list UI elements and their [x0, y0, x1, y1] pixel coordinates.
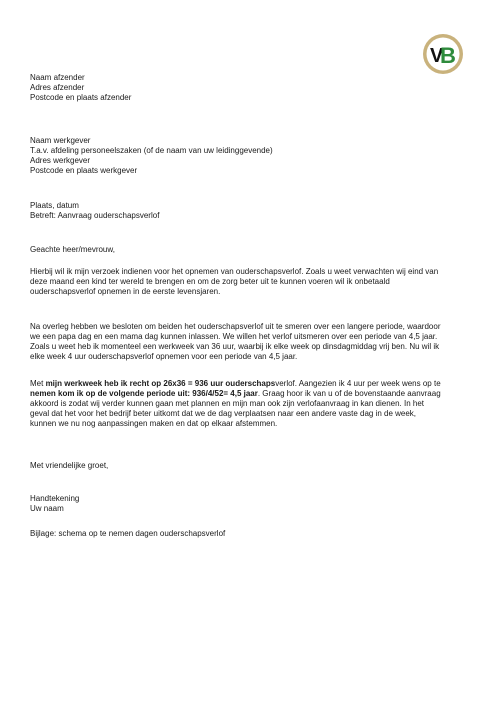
paragraph-3-line: [30, 379, 485, 389]
paragraph-2-line: we een papa dag en een mama dag kunnen inlassen. We willen het verlof uitsmeren over een periode van 4,5 jaar.: [30, 332, 438, 341]
paragraph-3-line: [30, 389, 485, 399]
employer-name: Naam werkgever: [30, 136, 91, 145]
signature-label: Handtekening: [30, 494, 80, 503]
subject-line: Betreft: Aanvraag ouderschapsverlof: [30, 211, 160, 220]
p3-l1-pre: Met: [30, 379, 46, 388]
employer-address: Adres werkgever: [30, 156, 91, 165]
sender-postcode-city: Postcode en plaats afzender: [30, 93, 132, 102]
salutation-text: Geachte heer/mevrouw,: [30, 245, 115, 254]
logo-letter-v: V: [430, 45, 444, 67]
attachment-text: Bijlage: schema op te nemen dagen ouderschapsverlof: [30, 529, 226, 538]
vb-logo: [422, 33, 464, 75]
paragraph-2-line: Na overleg hebben we besloten om beiden het ouderschapsverlof uit te smeren over een langere periode, waardoor: [30, 322, 441, 331]
p3-l2-post: . Graag hoor ik van u of de bovenstaande aanvraag: [257, 389, 441, 398]
p3-l1-bold: mijn werkweek heb ik recht op 26x36 = 936 uur ouderschaps: [45, 379, 276, 388]
paragraph-1-line: deze maand een kind ter wereld te brengen en om de zorg beter uit te kunnen voeren wil ik onbetaald: [30, 277, 390, 286]
signature-name: Uw naam: [30, 504, 64, 513]
closing: [30, 461, 485, 471]
paragraph-3-line: geval dat het voor het bedrijf beter uitkomt dat we de dag verplaatsen naar een andere vaste dag in de week,: [30, 409, 417, 418]
employer-postcode-city: Postcode en plaats werkgever: [30, 166, 138, 175]
meta-block: [30, 201, 485, 221]
sender-block: [30, 73, 485, 103]
paragraph-2: [30, 322, 485, 362]
p3-l1-post: verlof. Aangezien ik 4 uur per week wens op te: [275, 379, 441, 388]
salutation: [30, 245, 485, 255]
sender-name: Naam afzender: [30, 73, 85, 82]
logo-letter-b: B: [440, 43, 456, 68]
paragraph-3: [30, 379, 485, 429]
paragraph-1-line: ouderschapsverlof opnemen in de eerste levensjaren.: [30, 287, 221, 296]
p3-l2-bold: nemen kom ik op de volgende periode uit: 936/4/52= 4,5 jaar: [30, 389, 258, 398]
paragraph-3-line: kunnen we nu nog aanpassingen maken en dat op elkaar afstemmen.: [30, 419, 278, 428]
paragraph-3-line: akkoord is zodat wij verder kunnen gaan met plannen en mijn man ook zijn verlofaanvraag in kan dienen. In het: [30, 399, 425, 408]
closing-text: Met vriendelijke groet,: [30, 461, 109, 470]
employer-attention: T.a.v. afdeling personeelszaken (of de naam van uw leidinggevende): [30, 146, 273, 155]
place-date: Plaats, datum: [30, 201, 79, 210]
vb-logo-icon: [422, 33, 464, 75]
paragraph-1: [30, 267, 485, 297]
paragraph-1-line: Hierbij wil ik mijn verzoek indienen voor het opnemen van ouderschapsverlof. Zoals u weet verwachten wij eind van: [30, 267, 439, 276]
paragraph-2-line: elke week 4 uur ouderschapsverlof opnemen voor een periode van 4,5 jaar.: [30, 352, 298, 361]
paragraph-2-line: Zoals u weet heb ik momenteel een werkweek van 36 uur, waarbij ik elke week op dinsdagmiddag vrij ben. Nu wil ik: [30, 342, 440, 351]
employer-block: [30, 136, 485, 176]
sender-address: Adres afzender: [30, 83, 85, 92]
attachment-block: [30, 529, 485, 539]
signature-block: [30, 494, 485, 514]
